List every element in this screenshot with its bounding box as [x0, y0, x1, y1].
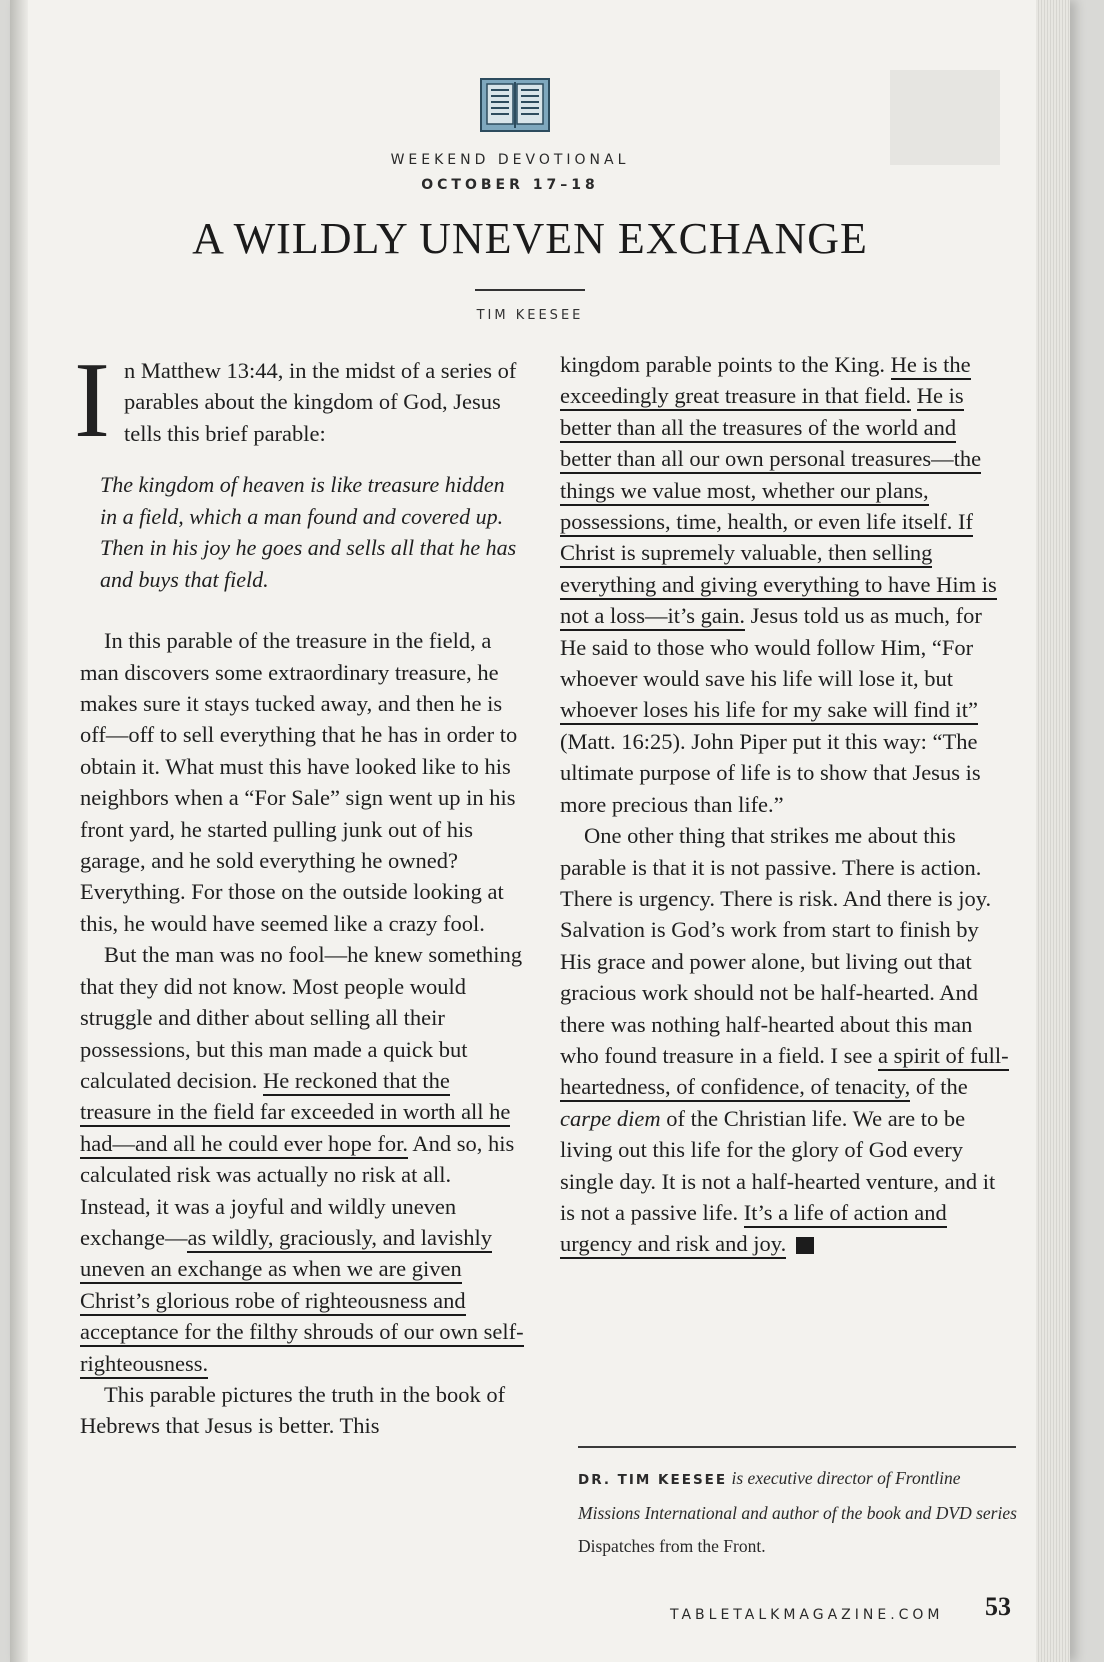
title-divider	[475, 289, 585, 291]
paragraph-text: Jesus told us as much, for He said to those who would follow Him, “For whoever would save his life will lose it, but	[560, 603, 982, 692]
right-column	[560, 349, 1010, 1260]
paragraph: This parable pictures the truth in the book of Hebrews that Jesus is better. This	[80, 1381, 506, 1439]
byline: TIM KEESEE	[476, 308, 584, 323]
opening-paragraph	[74, 341, 525, 460]
paragraph-text: One other thing that strikes me about this parable is that it is not passive. There is action. There is urgency. There is risk. And there is joy. Salvation is God’s work from start to finish by His grace and power alone, but living out that gracious work should not be half-hearted. And there was nothing half-hearted about this man who found treasure in a field. I see	[560, 823, 992, 1068]
paragraph	[80, 939, 525, 1379]
page-edge	[1036, 0, 1070, 1662]
page-number: 53	[985, 1592, 1011, 1621]
paragraph-text: And so, his calculated risk was actually no risk at all. Instead, it was a joyful and wildly uneven exchange—	[80, 1130, 515, 1250]
scripture-quote: The kingdom of heaven is like treasure hidden in a field, which a man found and covered up. Then in his joy he goes and sells all that he has and buys that field.	[100, 472, 517, 592]
bio-name: DR. TIM KEESEE	[578, 1472, 728, 1488]
author-bio	[578, 1462, 1018, 1563]
left-column	[74, 341, 525, 1442]
underlined-passage: whoever loses his life for my sake will find it”	[560, 697, 978, 725]
underlined-passage: He reckoned that the treasure in the field far exceeded in worth all he had—and all he could ever hope for.	[80, 1068, 510, 1159]
paragraph-text: But the man was no fool—he knew something that they did not know. Most people would struggle and dither about selling all their possessions, but this man made a quick but calculated decision.	[80, 942, 523, 1093]
bleed-through-image	[890, 70, 1000, 165]
paragraph-text: of the	[910, 1074, 968, 1100]
page-gutter	[10, 0, 28, 1662]
section-label: WEEKEND DEVOTIONAL	[390, 152, 630, 168]
tabletalk-end-mark-icon: T	[796, 1237, 814, 1254]
bio-divider	[578, 1446, 1016, 1448]
underlined-passage: as wildly, graciously, and lavishly uneven an exchange as when we are given Christ’s glorious robe of righteousness and acceptance for the filthy shrouds of our own self-righteousness.	[80, 1225, 524, 1379]
underlined-passage: It’s a life of action and urgency and risk and joy.	[560, 1200, 947, 1259]
article-title: A WILDLY UNEVEN EXCHANGE	[192, 214, 868, 263]
paragraph-text	[911, 383, 917, 408]
footer-website: TABLETALKMAGAZINE.COM	[670, 1607, 944, 1623]
paragraph: In this parable of the treasure in the field, a man discovers some extraordinary treasure, he makes sure it stays tucked away, and then he is off—off to sell everything that he has in order to obtain it. What must this have looked like to his neighbors when a “For Sale” sign went up in his front yard, he started pulling junk out of his garage, and he sold everything he owned? Everything. For those on the outside looking at this, he would have seemed like a crazy fool.	[80, 628, 518, 936]
paragraph	[560, 349, 1010, 820]
underlined-passage: a spirit of full-heartedness, of confidence, of tenacity,	[560, 1043, 1009, 1102]
open-book-icon	[480, 78, 550, 132]
paragraph-text: (Matt. 16:25). John Piper put it this way: “The ultimate purpose of life is to show that Jesus is more precious than life.”	[560, 728, 981, 817]
underlined-passage: He is the exceedingly great treasure in that field.	[560, 352, 971, 411]
paragraph-text: of the Christian life. We are to be living out this life for the glory of God every single day. It is not a half-hearted venture, and it is not a passive life.	[560, 1105, 996, 1225]
drop-cap: I	[74, 341, 110, 460]
paragraph-text: n Matthew 13:44, in the midst of a series of parables about the kingdom of God, Jesus tells this brief parable:	[123, 358, 517, 446]
italic-phrase: carpe diem	[560, 1105, 661, 1131]
paragraph-text: kingdom parable points to the King.	[560, 352, 891, 377]
paragraph	[560, 820, 1010, 1260]
bio-series-title: Dispatches from the Front.	[578, 1536, 766, 1556]
bio-text: is executive director of Frontline Missions International and author of the book and DVD series	[578, 1468, 1017, 1523]
underlined-passage: He is better than all the treasures of the world and better than all our own personal treasures—the things we value most, whether our plans, possessions, time, health, or even life itself. If Christ is supremely valuable, then selling everything and giving everything to have Him is not a loss—it’s gain.	[560, 383, 997, 631]
devotional-date: OCTOBER 17–18	[421, 177, 599, 193]
